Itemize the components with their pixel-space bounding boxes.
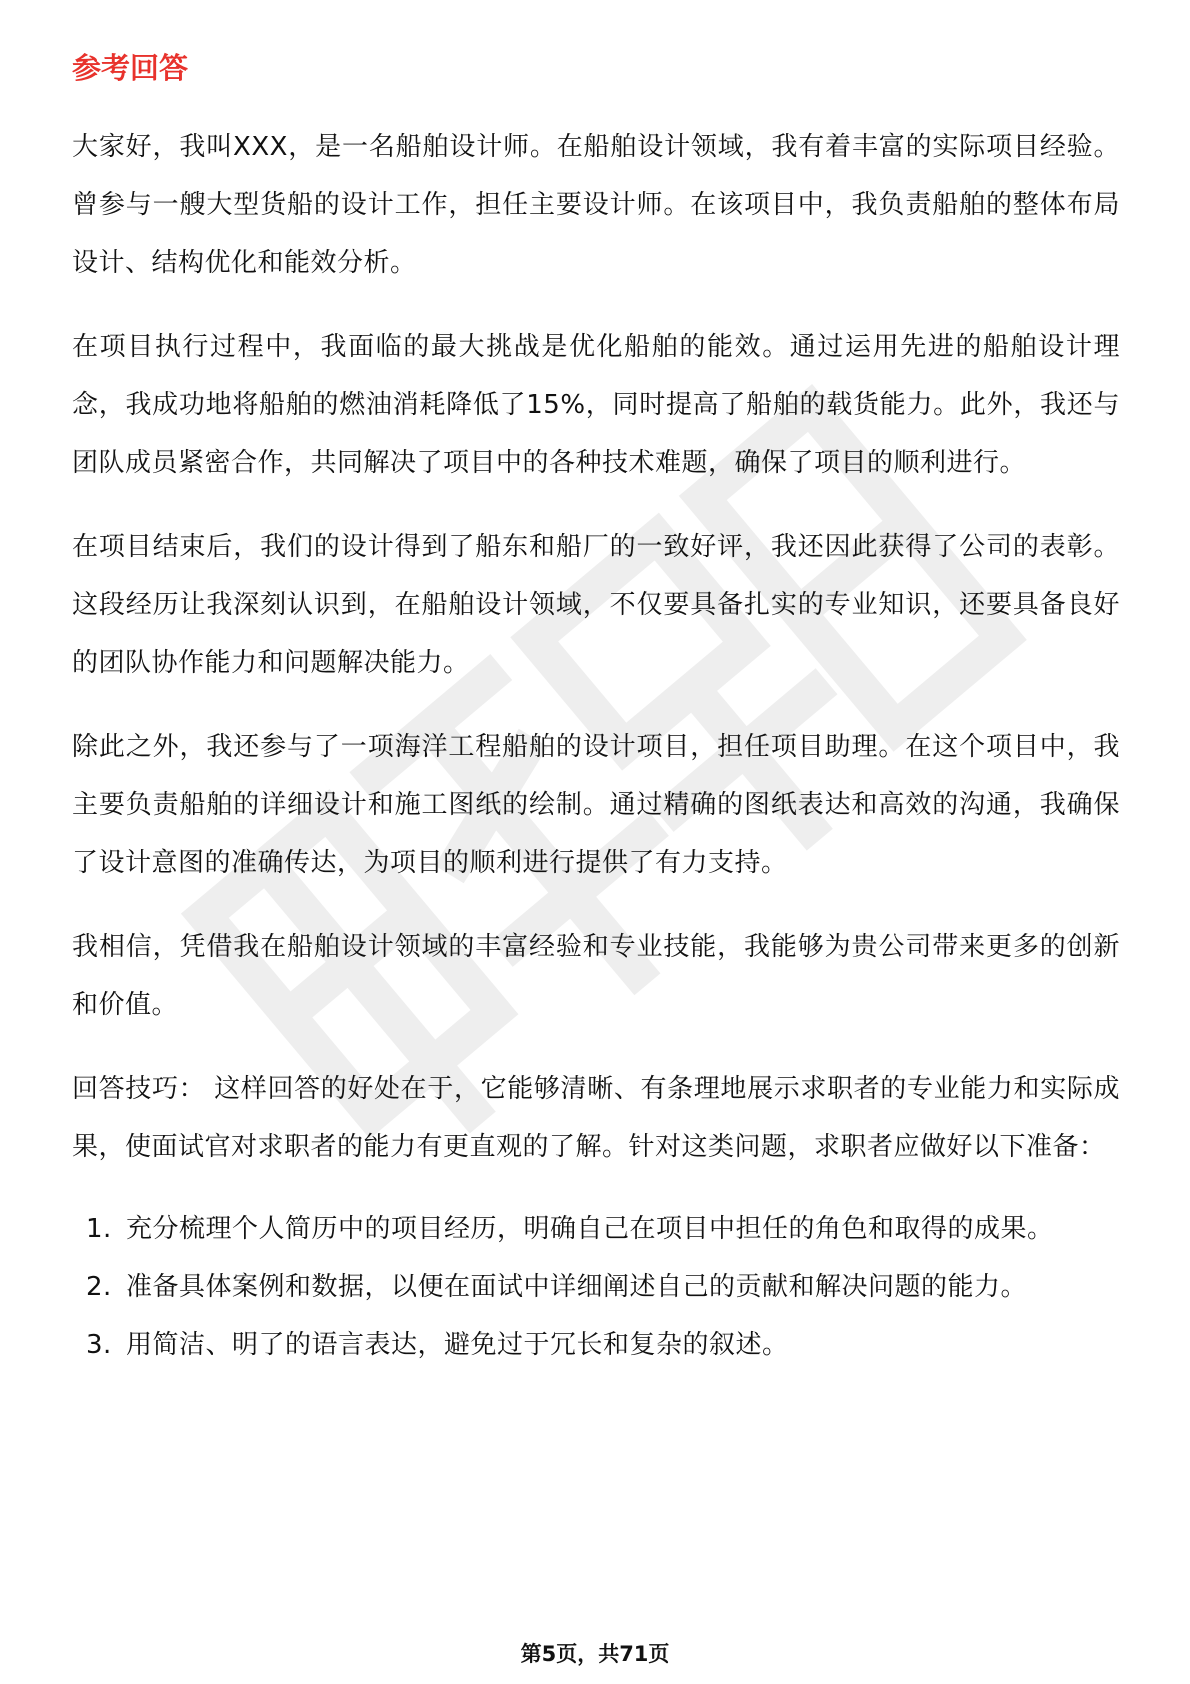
section-title: 参考回答 [72,51,189,85]
tips-item-text: 充分梳理个人简历中的项目经历，明确自己在项目中担任的角色和取得的成果。 [126,1214,1054,1244]
tips-item-text: 准备具体案例和数据，以便在面试中详细阐述自己的贡献和解决问题的能力。 [126,1272,1028,1302]
answer-paragraph-4: 除此之外，我还参与了一项海洋工程船舶的设计项目，担任项目助理。在这个项目中，我主要负责船舶的详细设计和施工图纸的绘制。通过精确的图纸表达和高效的沟通，我确保了设计意图的准确传达，为项目的顺利进行提供了有力支持。 [72,732,1120,878]
answer-paragraph-5: 我相信，凭借我在船舶设计领域的丰富经验和专业技能，我能够为贵公司带来更多的创新和价值。 [72,932,1120,1020]
answer-paragraph-2: 在项目执行过程中，我面临的最大挑战是优化船舶的能效。通过运用先进的船舶设计理念，我成功地将船舶的燃油消耗降低了15%，同时提高了船舶的载货能力。此外，我还与团队成员紧密合作，共同解决了项目中的各种技术难题，确保了项目的顺利进行。 [72,332,1120,478]
tips-item-number: 1. [86,1214,112,1244]
answer-paragraph-3: 在项目结束后，我们的设计得到了船东和船厂的一致好评，我还因此获得了公司的表彰。这段经历让我深刻认识到，在船舶设计领域，不仅要具备扎实的专业知识，还要具备良好的团队协作能力和问题解决能力。 [72,532,1120,678]
tips-item-number: 2. [86,1272,112,1302]
tips-list-item [86,1200,1120,1258]
tips-item-number: 3. [86,1330,112,1360]
page-footer: 第5页，共71页 [520,1642,670,1666]
tips-item-text: 用简洁、明了的语言表达，避免过于冗长和复杂的叙述。 [126,1330,789,1360]
tips-list-item [86,1258,1120,1316]
document-body [72,48,1120,1374]
answer-paragraph-1: 大家好，我叫XXX，是一名船舶设计师。在船舶设计领域，我有着丰富的实际项目经验。曾参与一艘大型货船的设计工作，担任主要设计师。在该项目中，我负责船舶的整体布局设计、结构优化和能效分析。 [72,132,1120,278]
tips-intro: 回答技巧： 这样回答的好处在于，它能够清晰、有条理地展示求职者的专业能力和实际成果，使面试官对求职者的能力有更直观的了解。针对这类问题，求职者应做好以下准备： [72,1074,1120,1162]
tips-list [72,1200,1120,1374]
tips-list-item [86,1316,1120,1374]
